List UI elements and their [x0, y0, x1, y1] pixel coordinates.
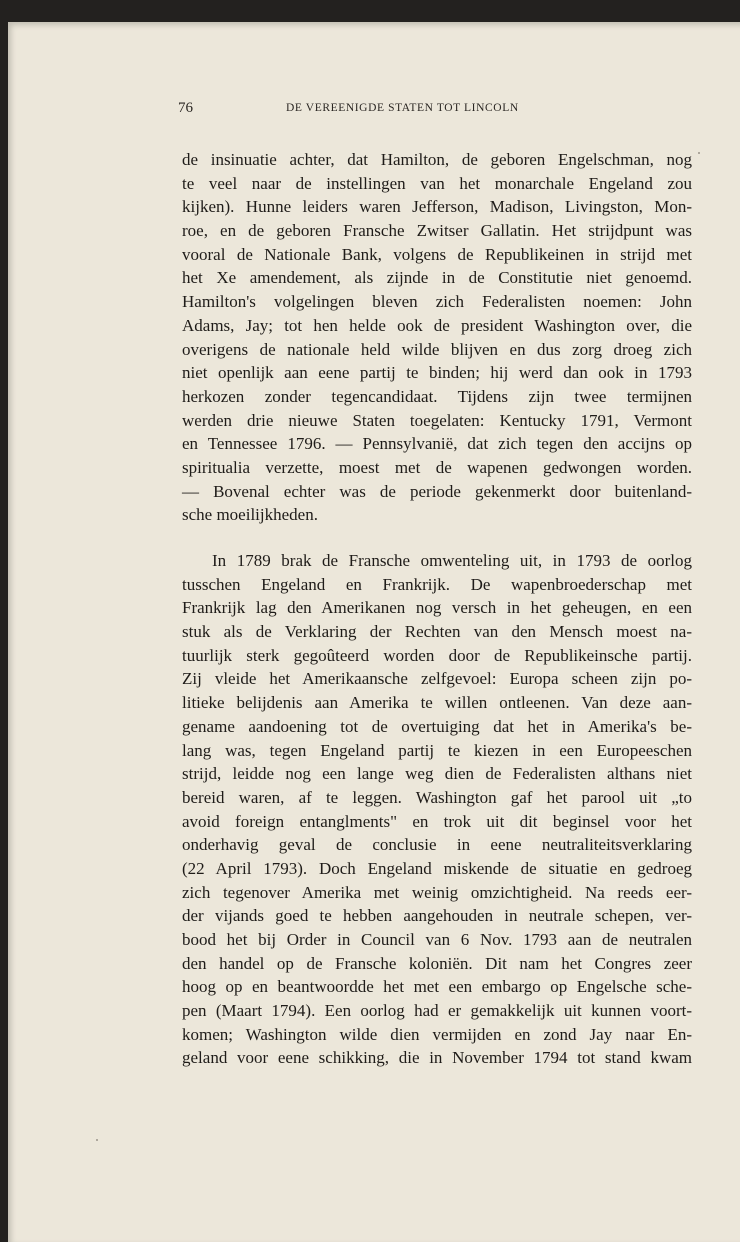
- paragraph-1: [182, 148, 692, 527]
- text-line: herkozen zonder tegencandidaat. Tijdens zijn twee termijnen: [182, 386, 692, 406]
- text-line: gename aandoening tot de overtuiging dat het in Amerika's be-: [182, 716, 692, 736]
- text-line: niet openlijk aan eene partij te binden; hij werd dan ook in 1793: [182, 363, 692, 383]
- text-line: Hamilton's volgelingen bleven zich Federalisten noemen: John: [182, 292, 692, 312]
- text-line: werden drie nieuwe Staten toegelaten: Kentucky 1791, Vermont: [182, 410, 692, 430]
- text-line: het Xe amendement, als zijnde in de Constitutie niet genoemd.: [182, 268, 692, 288]
- text-line: lang was, tegen Engeland partij te kiezen in een Europeeschen: [182, 740, 692, 760]
- text-line: stuk als de Verklaring der Rechten van den Mensch moest na-: [182, 622, 692, 642]
- text-line: spiritualia verzette, moest met de wapenen gedwongen worden.: [182, 457, 692, 477]
- text-line: tuurlijk sterk gegoûteerd worden door de Republikeinsche partij.: [182, 645, 692, 665]
- text-line: roe, en de geboren Fransche Zwitser Gallatin. Het strijdpunt was: [182, 221, 692, 241]
- text-line: avoid foreign entanglments" en trok uit dit beginsel voor het: [182, 811, 692, 831]
- text-line: onderhavig geval de conclusie in eene neutraliteitsverklaring: [182, 835, 692, 855]
- text-line: overigens de nationale held wilde blijven en dus zorg droeg zich: [182, 339, 692, 359]
- text-line: de insinuatie achter, dat Hamilton, de geboren Engelschman, nog: [182, 150, 692, 169]
- book-page: [8, 22, 740, 1242]
- text-line: In 1789 brak de Fransche omwenteling uit, in 1793 de oorlog: [212, 551, 692, 570]
- text-line: strijd, leidde nog een lange weg dien de Federalisten althans niet: [182, 764, 692, 784]
- text-line: komen; Washington wilde dien vermijden en zond Jay naar En-: [182, 1024, 692, 1044]
- text-line: en Tennessee 1796. — Pennsylvanië, dat zich tegen den accijns op: [182, 434, 692, 454]
- text-line: der vijands goed te hebben aangehouden in neutrale schepen, ver-: [182, 906, 692, 926]
- paper-speck: [698, 152, 700, 154]
- text-line: kijken). Hunne leiders waren Jefferson, Madison, Livingston, Mon-: [182, 197, 692, 217]
- text-line: tusschen Engeland en Frankrijk. De wapenbroederschap met: [182, 574, 692, 594]
- text-line: te veel naar de instellingen van het monarchale Engeland zou: [182, 173, 692, 193]
- text-line: Frankrijk lag den Amerikanen nog versch in het geheugen, en een: [182, 598, 692, 618]
- text-line: zich tegenover Amerika met weinig omzichtigheid. Na reeds eer-: [182, 882, 692, 902]
- text-line: hoog op en beantwoordde het met een embargo op Engelsche sche-: [182, 977, 692, 997]
- text-line: (22 April 1793). Doch Engeland miskende de situatie en gedroeg: [182, 858, 692, 878]
- paragraph-2: [182, 549, 692, 1070]
- page-number: 76: [178, 100, 193, 116]
- paragraph-gap: [182, 527, 692, 549]
- text-line: litieke belijdenis aan Amerika te willen ontleenen. Van deze aan-: [182, 693, 692, 713]
- text-line: — Bovenal echter was de periode gekenmerkt door buitenland-: [182, 481, 692, 501]
- text-line: bood het bij Order in Council van 6 Nov. 1793 aan de neutralen: [182, 930, 692, 949]
- running-head: [176, 100, 716, 120]
- text-line: Zij vleide het Amerikaansche zelfgevoel: Europa scheen zijn po-: [182, 669, 692, 689]
- text-line: pen (Maart 1794). Een oorlog had er gemakkelijk uit kunnen voort-: [182, 1001, 692, 1021]
- text-line: vooral de Nationale Bank, volgens de Republikeinen in strijd met: [182, 244, 692, 264]
- running-title: DE VEREENIGDE STATEN TOT LINCOLN: [286, 102, 519, 114]
- text-line: bereid waren, af te leggen. Washington gaf het parool uit „to: [182, 787, 692, 807]
- text-line: geland voor eene schikking, die in November 1794 tot stand kwam: [182, 1048, 692, 1068]
- body-text: [182, 148, 692, 1070]
- text-line: Adams, Jay; tot hen helde ook de president Washington over, die: [182, 315, 692, 335]
- text-line: sche moeilijkheden.: [182, 505, 318, 525]
- paper-speck: [96, 1139, 98, 1141]
- text-line: den handel op de Fransche koloniën. Dit nam het Congres zeer: [182, 953, 692, 973]
